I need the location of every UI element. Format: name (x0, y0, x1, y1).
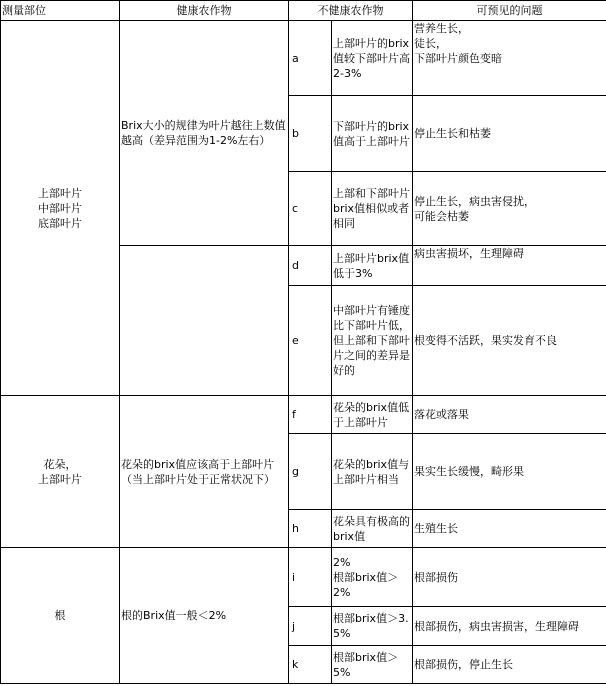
problem-line: 根变得不活跃，果实发育不良 (414, 334, 557, 347)
row-code: a (289, 21, 332, 96)
problem-line: 根部损伤，停止生长 (414, 658, 513, 671)
problem-line: 徒长， (414, 37, 447, 50)
part-line: 底部叶片 (38, 216, 82, 230)
row-code: g (289, 434, 332, 510)
condition-cell: 上部和下部叶片brix值相似或者相同 (332, 172, 413, 246)
row-code: d (289, 246, 332, 286)
part-line: 中部叶片 (38, 201, 82, 215)
problem-cell (413, 172, 606, 246)
problem-cell (413, 21, 606, 96)
condition-cell: 花朵具有极高的brix值 (332, 510, 413, 548)
problem-cell (413, 607, 606, 646)
condition-cell: 花朵的brix值与上部叶片相当 (332, 434, 413, 510)
table-row (1, 548, 606, 607)
healthy-cell-empty (120, 246, 289, 396)
condition-cell: 中部叶片有锤度比下部叶片低，但上部和下部叶片之间的差异是好的 (332, 286, 413, 396)
part-cell-roots (1, 548, 120, 684)
problem-line: 下部叶片颜色变暗 (414, 52, 502, 65)
problem-cell (413, 396, 606, 434)
healthy-cell-roots: 根的Brix值一般＜2% (120, 548, 289, 684)
problem-line: 根部损伤，病虫害损害，生理障碍 (414, 619, 579, 633)
part-cell-flowers (1, 396, 120, 548)
row-code: i (289, 548, 332, 607)
header-row (1, 1, 606, 21)
problem-line: 落花或落果 (414, 408, 469, 421)
healthy-cell-flowers: 花朵的brix值应该高于上部叶片（当上部叶片处于正常状况下） (120, 396, 289, 548)
header-healthy: 健康农作物 (120, 1, 289, 21)
part-line: 上部叶片 (38, 186, 82, 200)
problem-cell (413, 646, 606, 684)
problem-cell (413, 434, 606, 510)
condition-cell: 花朵的brix值低于上部叶片 (332, 396, 413, 434)
problem-line: 停止生长，病虫害侵扰， (414, 194, 535, 208)
row-code: j (289, 607, 332, 646)
problem-line: 病虫害损坏，生理障碍 (414, 247, 524, 260)
healthy-cell-leaves: Brix大小的规律为叶片越往上数值越高（差异范围为1-2%左右） (120, 21, 289, 246)
problem-cell (413, 286, 606, 396)
problem-line: 生殖生长 (414, 522, 458, 535)
problem-cell (413, 548, 606, 607)
header-unhealthy: 不健康农作物 (289, 1, 413, 21)
problem-line: 根部损伤 (414, 570, 458, 584)
row-code: h (289, 510, 332, 548)
row-code: c (289, 172, 332, 246)
part-line: 上部叶片 (38, 472, 82, 486)
table-row (1, 21, 606, 96)
problem-line: 停止生长和枯萎 (414, 127, 491, 140)
problem-cell (413, 246, 606, 286)
problem-line: 果实生长缓慢，畸形果 (414, 465, 524, 478)
row-code: f (289, 396, 332, 434)
part-cell-leaves (1, 21, 120, 396)
row-code: k (289, 646, 332, 684)
condition-cell: 上部叶片的brix值较下部叶片高2-3% (332, 21, 413, 96)
table-row (1, 396, 606, 434)
problem-line: 营养生长， (414, 22, 469, 35)
condition-cell: 下部叶片的brix值高于上部叶片 (332, 96, 413, 172)
problem-cell (413, 510, 606, 548)
problem-line: 可能会枯萎 (414, 209, 469, 223)
condition-cell: 上部叶片brix值低于3% (332, 246, 413, 286)
problem-cell (413, 96, 606, 172)
header-part: 测量部位 (1, 1, 120, 21)
condition-cell: 根部brix值＞5% (332, 646, 413, 684)
header-problems: 可预见的问题 (413, 1, 606, 21)
row-code: b (289, 96, 332, 172)
condition-cell: 2% 根部brix值＞2% (332, 548, 413, 607)
part-line: 根 (54, 609, 66, 622)
condition-cell: 根部brix值＞3.5% (332, 607, 413, 646)
part-line: 花朵， (43, 457, 77, 471)
row-code: e (289, 286, 332, 396)
